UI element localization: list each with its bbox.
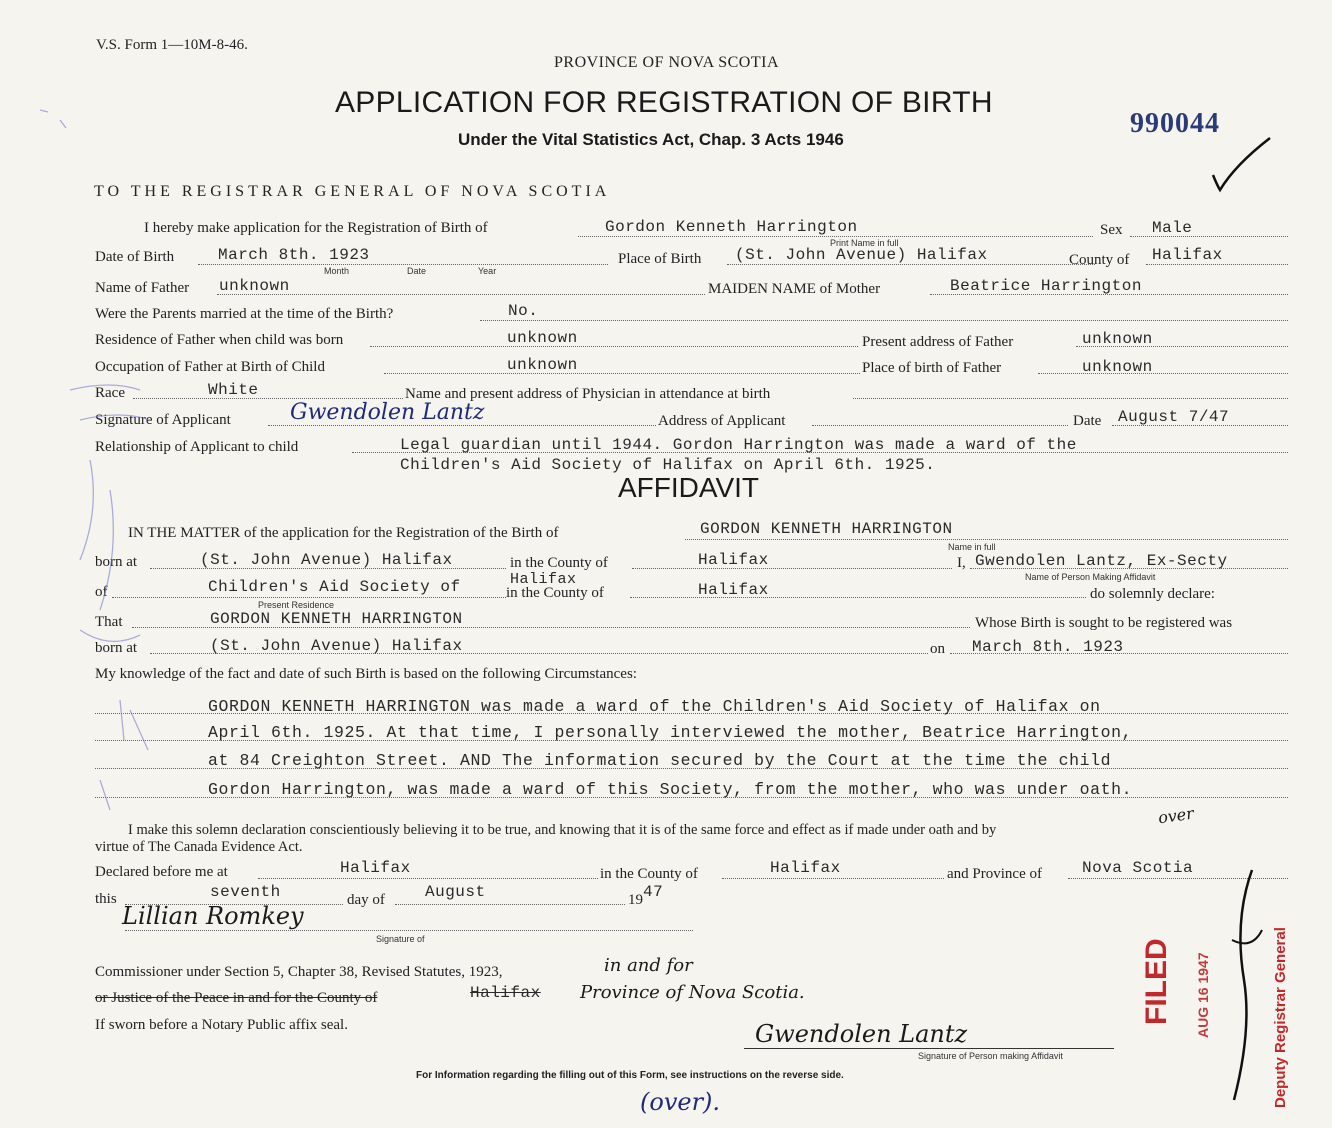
- circumstance-line: Gordon Harrington, was made a ward of this Society, from the mother, who was under oath.: [208, 780, 1133, 799]
- father-residence-value: unknown: [507, 329, 578, 347]
- form-title: APPLICATION FOR REGISTRATION OF BIRTH: [335, 86, 993, 119]
- father-label: Name of Father: [95, 280, 190, 296]
- year-value: 47: [643, 883, 664, 901]
- pob-label: Place of Birth: [618, 251, 702, 267]
- of-label: of: [95, 584, 108, 600]
- date-label: Date: [1073, 413, 1102, 429]
- on-label: on: [930, 641, 945, 657]
- filed-stamp: FILED: [1140, 938, 1173, 1025]
- affiant-name-hint: Name of Person Making Affidavit: [1025, 572, 1156, 582]
- affiant-name: Gwendolen Lantz, Ex-Secty: [975, 552, 1228, 570]
- race-label: Race: [95, 385, 125, 401]
- mother-value: Beatrice Harrington: [950, 277, 1142, 295]
- race-value: White: [208, 381, 259, 399]
- filed-date-stamp: AUG 16 1947: [1195, 952, 1211, 1038]
- commissioner-signature: Lillian Romkey: [122, 902, 304, 930]
- affidavit-heading: AFFIDAVIT: [618, 472, 760, 503]
- matter-name: GORDON KENNETH HARRINGTON: [700, 520, 953, 538]
- that-name: GORDON KENNETH HARRINGTON: [210, 610, 463, 628]
- circumstance-line: April 6th. 1925. At that time, I personally interviewed the mother, Beatrice Harrington,: [208, 723, 1133, 742]
- application-date: August 7/47: [1118, 408, 1230, 426]
- circumstance-line: at 84 Creighton Street. AND The information secured by the Court at the time the child: [208, 751, 1112, 770]
- over-annotation: over: [1156, 803, 1195, 828]
- this-label: this: [95, 891, 117, 907]
- apply-label: I hereby make application for the Registration of Birth of: [144, 220, 488, 236]
- father-birthplace-value: unknown: [1082, 358, 1153, 376]
- father-value: unknown: [219, 277, 290, 295]
- province-label: and Province of: [947, 866, 1042, 882]
- father-residence-label: Residence of Father when child was born: [95, 332, 344, 348]
- over-note: (over).: [640, 1088, 721, 1116]
- month-value: August: [425, 883, 486, 901]
- affiant-signature-line: [744, 1048, 1114, 1049]
- affiant-signature-hint: Signature of Person making Affidavit: [918, 1051, 1063, 1061]
- dob-label: Date of Birth: [95, 249, 175, 265]
- signature-of-hint: Signature of: [376, 934, 425, 944]
- declare-label: do solemnly declare:: [1090, 586, 1215, 602]
- relationship-label: Relationship of Applicant to child: [95, 439, 299, 455]
- declared-label: Declared before me at: [95, 864, 228, 880]
- dob-value: March 8th. 1923: [218, 246, 370, 264]
- sex-label: Sex: [1100, 222, 1123, 238]
- applicant-signature-label: Signature of Applicant: [95, 412, 231, 428]
- physician-label: Name and present address of Physician in attendance at birth: [405, 386, 771, 402]
- print-name-hint: Print Name in full: [830, 238, 899, 248]
- justice-handwritten: Province of Nova Scotia.: [580, 982, 805, 1003]
- day-of-label: day of: [347, 892, 385, 908]
- county-label: County of: [1069, 252, 1130, 268]
- applicant-address-label: Address of Applicant: [658, 413, 786, 429]
- relationship-line-1: Legal guardian until 1944. Gordon Harrington was made a ward of the: [400, 436, 1077, 454]
- notary-label: If sworn before a Notary Public affix seal.: [95, 1017, 348, 1033]
- in-county-label: in the County of: [510, 555, 608, 571]
- relationship-line-2: Children's Aid Society of Halifax on April 6th. 1925.: [400, 456, 936, 474]
- registrar-stamp: Deputy Registrar General: [1272, 927, 1289, 1108]
- registrar-initials-icon: [1222, 860, 1272, 1110]
- that-label: That: [95, 614, 123, 630]
- year-hint: Year: [478, 266, 497, 276]
- father-occupation-value: unknown: [507, 356, 578, 374]
- commissioner-label: Commissioner under Section 5, Chapter 38, Revised Statutes, 1923,: [95, 964, 503, 980]
- declared-at-value: Halifax: [340, 859, 411, 877]
- county-value-1: Halifax: [698, 551, 769, 569]
- solemn-declaration-2: virtue of The Canada Evidence Act.: [95, 839, 303, 855]
- sex-value: Male: [1152, 219, 1193, 237]
- day-value: seventh: [210, 883, 281, 901]
- born-at-label-2: born at: [95, 640, 138, 656]
- county-value: Halifax: [1152, 246, 1223, 264]
- mother-label: MAIDEN NAME of Mother: [708, 281, 881, 297]
- father-occupation-label: Occupation of Father at Birth of Child: [95, 359, 325, 375]
- in-county-label-2: in the County of: [506, 585, 604, 601]
- i-label: I,: [957, 555, 966, 571]
- married-label: Were the Parents married at the time of the Birth?: [95, 306, 394, 322]
- justice-county-struck: Halifax: [470, 984, 541, 1002]
- year-prefix: 19: [628, 892, 643, 908]
- father-birthplace-label: Place of birth of Father: [862, 360, 1002, 376]
- father-address-label: Present address of Father: [862, 334, 1014, 350]
- solemn-declaration-1: I make this solemn declaration conscientiously believing it to be true, and knowing that it is of the same force and effect as if made under oath and by: [128, 822, 997, 838]
- province-value: Nova Scotia: [1082, 859, 1194, 877]
- born-at-value: (St. John Avenue) Halifax: [200, 551, 453, 569]
- child-name: Gordon Kenneth Harrington: [605, 218, 858, 236]
- county-value-3: Halifax: [770, 859, 841, 877]
- married-value: No.: [508, 302, 539, 320]
- of-value: Children's Aid Society of: [208, 578, 461, 596]
- registration-number: 990044: [1130, 108, 1220, 139]
- date-hint: Date: [407, 266, 427, 276]
- county-value-2: Halifax: [698, 581, 769, 599]
- month-hint: Month: [324, 266, 350, 276]
- addressee: TO THE REGISTRAR GENERAL OF NOVA SCOTIA: [94, 183, 611, 200]
- residence-town: Halifax: [510, 571, 577, 588]
- on-date: March 8th. 1923: [972, 638, 1124, 656]
- margin-scribbles: [20, 90, 170, 830]
- commissioner-handwritten: in and for: [604, 955, 693, 976]
- justice-label: or Justice of the Peace in and for the County of: [95, 990, 378, 1006]
- circumstance-line: GORDON KENNETH HARRINGTON was made a ward of the Children's Aid Society of Halifax on: [208, 697, 1101, 716]
- checkmark-icon: [1205, 135, 1275, 195]
- whose-birth-label: Whose Birth is sought to be registered was: [975, 615, 1233, 631]
- father-address-value: unknown: [1082, 330, 1153, 348]
- footer-note: For Information regarding the filling out of this Form, see instructions on the reverse side.: [416, 1070, 844, 1081]
- affiant-signature: Gwendolen Lantz: [755, 1020, 968, 1048]
- form-code: V.S. Form 1—10M-8-46.: [96, 37, 248, 53]
- applicant-signature: Gwendolen Lantz: [290, 400, 485, 425]
- knowledge-label: My knowledge of the fact and date of such Birth is based on the following Circumstances:: [95, 666, 637, 682]
- born-at-label: born at: [95, 554, 138, 570]
- form-subtitle: Under the Vital Statistics Act, Chap. 3 Acts 1946: [458, 130, 844, 149]
- province-heading: PROVINCE OF NOVA SCOTIA: [554, 54, 780, 71]
- name-in-full-hint: Name in full: [948, 542, 996, 552]
- present-residence-hint: Present Residence: [258, 600, 335, 610]
- matter-label: IN THE MATTER of the application for the Registration of the Birth of: [128, 525, 559, 541]
- pob-value: (St. John Avenue) Halifax: [735, 246, 988, 264]
- born-at-value-2: (St. John Avenue) Halifax: [210, 637, 463, 655]
- in-county-label-3: in the County of: [600, 866, 698, 882]
